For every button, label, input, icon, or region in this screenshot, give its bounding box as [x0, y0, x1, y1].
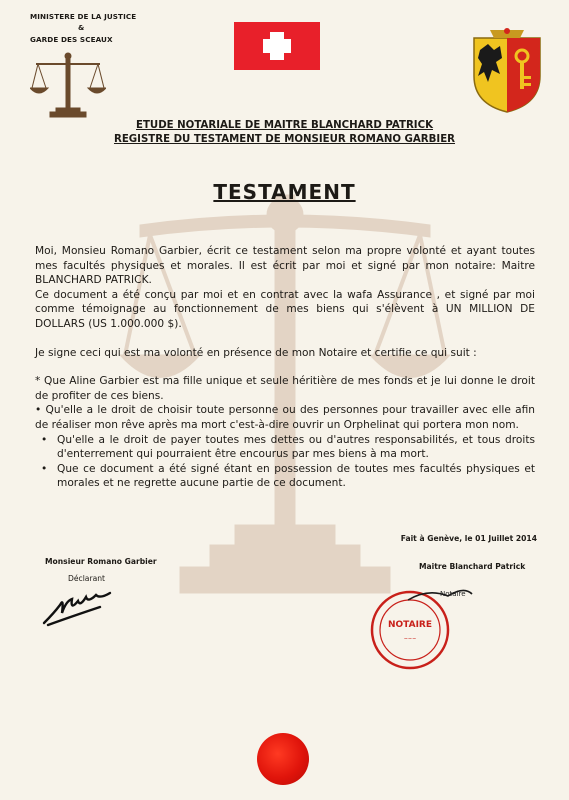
notary-stamp-icon: [368, 578, 478, 678]
paragraph-certify: Je signe ceci qui est ma volonté en présence de mon Notaire et certifie ce qui suit :: [35, 346, 477, 359]
paragraph-declaration: Moi, Monsieu Romano Garbier, écrit ce testament selon ma propre volonté et ayant toutes mes facultés physiques et morales. Il est écrit par moi et signé par mon notaire: Maitre BLANCHARD PATRICK.: [35, 245, 535, 287]
list-item-text: Que Aline Garbier est ma fille unique et seule héritière de mes fonds et je lui donne le droit de profiter de ces biens.: [35, 375, 535, 402]
list-item-text: Qu'elle a le droit de payer toutes mes dettes ou d'autres responsabilités, et tous droits d'enterrement qui pourraient être encourus par mes biens à ma mort.: [57, 433, 535, 461]
register-title: REGISTRE DU TESTAMENT DE MONSIEUR ROMANO GARBIER: [113, 134, 456, 145]
stamp-notaire-label: Notaire: [440, 590, 466, 598]
list-item: [35, 374, 535, 403]
svg-text:~~~: ~~~: [403, 636, 417, 642]
provision-list-a: [35, 374, 535, 432]
handwritten-signature-icon: [40, 583, 120, 628]
place-date: Fait à Genève, le 01 Juillet 2014: [400, 534, 537, 543]
bullet-marker: •: [41, 433, 48, 446]
bullet-marker: *: [35, 375, 41, 388]
list-item: [35, 403, 535, 432]
bullet-marker: •: [41, 462, 48, 475]
document-body: [35, 244, 535, 491]
geneva-coat-of-arms-icon: [470, 28, 544, 114]
list-item: [35, 462, 535, 491]
paragraph-contract: Ce document a été conçu par moi et en contrat avec la wafa Assurance , et signé par moi comme témoignage au fonctionnement de mes biens qui s'élèvent à UN MILLION DE DOLLARS (US 1.000.000 $).: [35, 288, 535, 330]
ministry-line2: GARDE DES SCEAUX: [30, 35, 113, 44]
wax-seal-icon: [257, 733, 309, 785]
list-item: [35, 433, 535, 462]
notary-name: Maitre Blanchard Patrick: [419, 562, 526, 571]
scales-of-justice-icon: [30, 50, 106, 120]
office-title: ETUDE NOTARIALE DE MAITRE BLANCHARD PATRICK: [136, 120, 433, 131]
declarant-role: Déclarant: [68, 574, 106, 583]
stamp-text: NOTAIRE: [387, 620, 433, 630]
ministry-line1: MINISTERE DE LA JUSTICE: [30, 12, 137, 21]
declarant-name: Monsieur Romano Garbier: [45, 557, 157, 566]
document-title: TESTAMENT: [213, 180, 356, 204]
provision-list-b: [35, 433, 535, 491]
ministry-ampersand: &: [78, 23, 85, 32]
bullet-marker: •: [35, 404, 42, 417]
list-item-text: Que ce document a été signé étant en possession de toutes mes facultés physiques et morales et ne regrette aucune partie de ce document.: [57, 462, 535, 490]
list-item-text: Qu'elle a le droit de choisir toute personne ou des personnes pour travailler avec elle afin de réaliser mon rêve après ma mort c'est-à-dire ouvrir un Orphelinat qui portera mon nom.: [35, 404, 535, 431]
swiss-flag-icon: [234, 22, 320, 70]
